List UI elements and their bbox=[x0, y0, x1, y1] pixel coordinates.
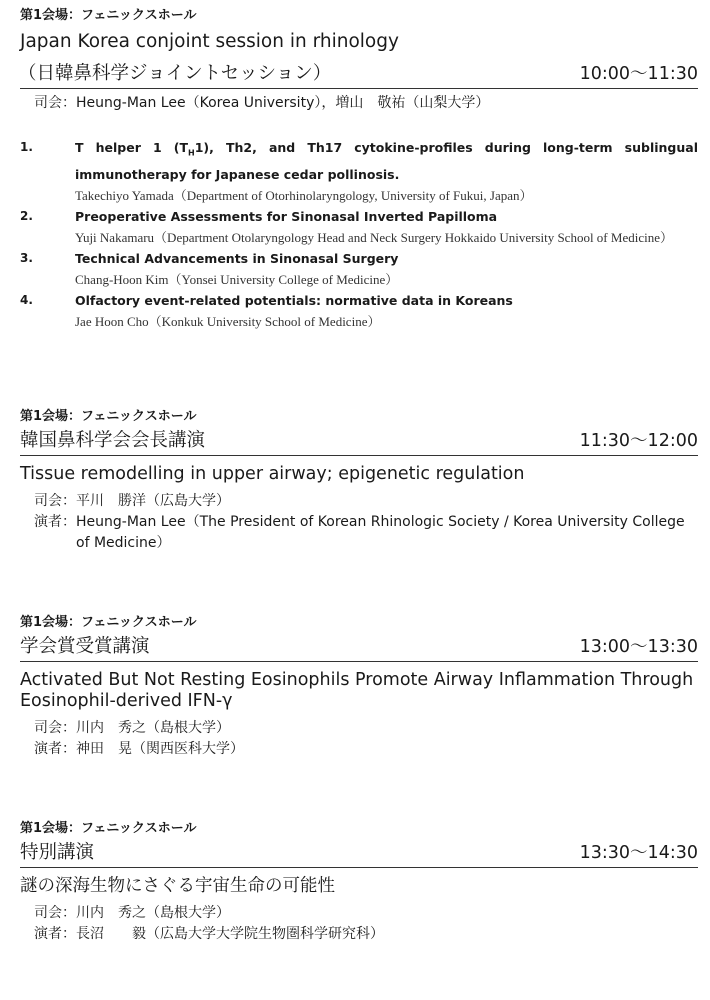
chair-names: 川内 秀之（島根大学） bbox=[76, 720, 230, 736]
item-title: Preoperative Assessments for Sinonasal Inverted Papilloma bbox=[75, 208, 498, 224]
speaker-name: 神田 晃（関西医科大学） bbox=[76, 741, 244, 757]
session-header bbox=[20, 635, 698, 662]
lecture-title: Tissue remodelling in upper airway; epigenetic regulation bbox=[20, 464, 525, 484]
chair-row bbox=[20, 491, 698, 512]
item-author: Jae Hoon Cho（Konkuk University School of Medicine） bbox=[75, 313, 381, 329]
colon: ： bbox=[62, 514, 76, 530]
speaker-label: 演者 bbox=[34, 741, 62, 757]
session-title: Japan Korea conjoint session in rhinology bbox=[20, 31, 399, 52]
list-item bbox=[20, 206, 698, 248]
list-item bbox=[20, 137, 698, 206]
colon: ： bbox=[62, 926, 76, 942]
lecture-title: Activated But Not Resting Eosinophils Promote Airway Inflammation Through Eosinophil-derived IFN-γ bbox=[20, 670, 694, 711]
session-header bbox=[20, 62, 698, 89]
chair-names: Heung-Man Lee（Korea University），増山 敬祐（山梨大学） bbox=[76, 95, 490, 111]
chair-label: 司会 bbox=[34, 720, 62, 736]
session-time: 13:00〜13:30 bbox=[579, 637, 698, 657]
session-3 bbox=[20, 615, 698, 760]
venue-label: 第1会場：フェニックスホール bbox=[20, 8, 197, 23]
chair-row bbox=[20, 93, 698, 114]
session-time: 11:30〜12:00 bbox=[579, 431, 698, 451]
chair-row bbox=[20, 718, 698, 739]
session-header bbox=[20, 429, 698, 456]
list-item bbox=[20, 248, 698, 290]
item-number: 4. bbox=[20, 292, 33, 307]
item-number: 1. bbox=[20, 140, 33, 154]
session-title: 特別講演 bbox=[20, 842, 95, 863]
session-1 bbox=[20, 8, 698, 114]
session-time: 13:30〜14:30 bbox=[579, 843, 698, 863]
colon: ： bbox=[62, 741, 76, 757]
session-time: 10:00〜11:30 bbox=[579, 64, 698, 84]
venue-label: 第1会場：フェニックスホール bbox=[20, 409, 197, 424]
item-title: Technical Advancements in Sinonasal Surgery bbox=[75, 250, 399, 266]
item-author: Chang-Hoon Kim（Yonsei University College of Medicine） bbox=[75, 271, 399, 287]
speaker-row bbox=[20, 924, 698, 945]
venue-label: 第1会場：フェニックスホール bbox=[20, 821, 197, 836]
chair-label: 司会 bbox=[34, 905, 62, 921]
session-title: 韓国鼻科学会会長講演 bbox=[20, 430, 206, 451]
session-header bbox=[20, 841, 698, 868]
colon: ： bbox=[62, 720, 76, 736]
item-author: Takechiyo Yamada（Department of Otorhinolaryngology, University of Fukui, Japan） bbox=[75, 187, 533, 203]
speaker-name: 長沼 毅（広島大学大学院生物圏科学研究科） bbox=[76, 926, 384, 942]
colon: ： bbox=[62, 905, 76, 921]
speaker-label: 演者 bbox=[34, 514, 62, 530]
chair-names: 川内 秀之（島根大学） bbox=[76, 905, 230, 921]
colon: ： bbox=[62, 95, 76, 111]
list-item bbox=[20, 290, 698, 332]
lecture-title: 謎の深海生物にさぐる宇宙生命の可能性 bbox=[20, 876, 335, 896]
speaker-row bbox=[20, 512, 698, 554]
item-title: Olfactory event-related potentials: normative data in Koreans bbox=[75, 292, 513, 308]
session-title: 学会賞受賞講演 bbox=[20, 636, 150, 657]
speaker-row bbox=[20, 739, 698, 760]
session-4 bbox=[20, 821, 698, 945]
session-2 bbox=[20, 409, 698, 554]
session-title-ja: （日韓鼻科学ジョイントセッション） bbox=[18, 63, 332, 84]
speaker-label: 演者 bbox=[34, 926, 62, 942]
item-number: 3. bbox=[20, 250, 33, 265]
chair-label: 司会 bbox=[34, 95, 62, 111]
item-title: T helper 1 $(T_H1)$, Th2, and Th17 cytokine-profiles during long-term sublingual immunotherapy for Japanese cedar pollinosis. bbox=[75, 140, 698, 182]
presentation-list bbox=[20, 137, 698, 332]
item-author: Yuji Nakamaru（Department Otolaryngology Head and Neck Surgery Hokkaido University School of Medicine） bbox=[75, 229, 673, 245]
venue-label: 第1会場：フェニックスホール bbox=[20, 615, 197, 630]
colon: ： bbox=[62, 493, 76, 509]
item-number: 2. bbox=[20, 208, 33, 223]
chair-row bbox=[20, 903, 698, 924]
speaker-name: Heung-Man Lee（The President of Korean Rhinologic Society / Korea University College of Medicine） bbox=[76, 514, 685, 551]
chair-names: 平川 勝洋（広島大学） bbox=[76, 493, 230, 509]
chair-label: 司会 bbox=[34, 493, 62, 509]
